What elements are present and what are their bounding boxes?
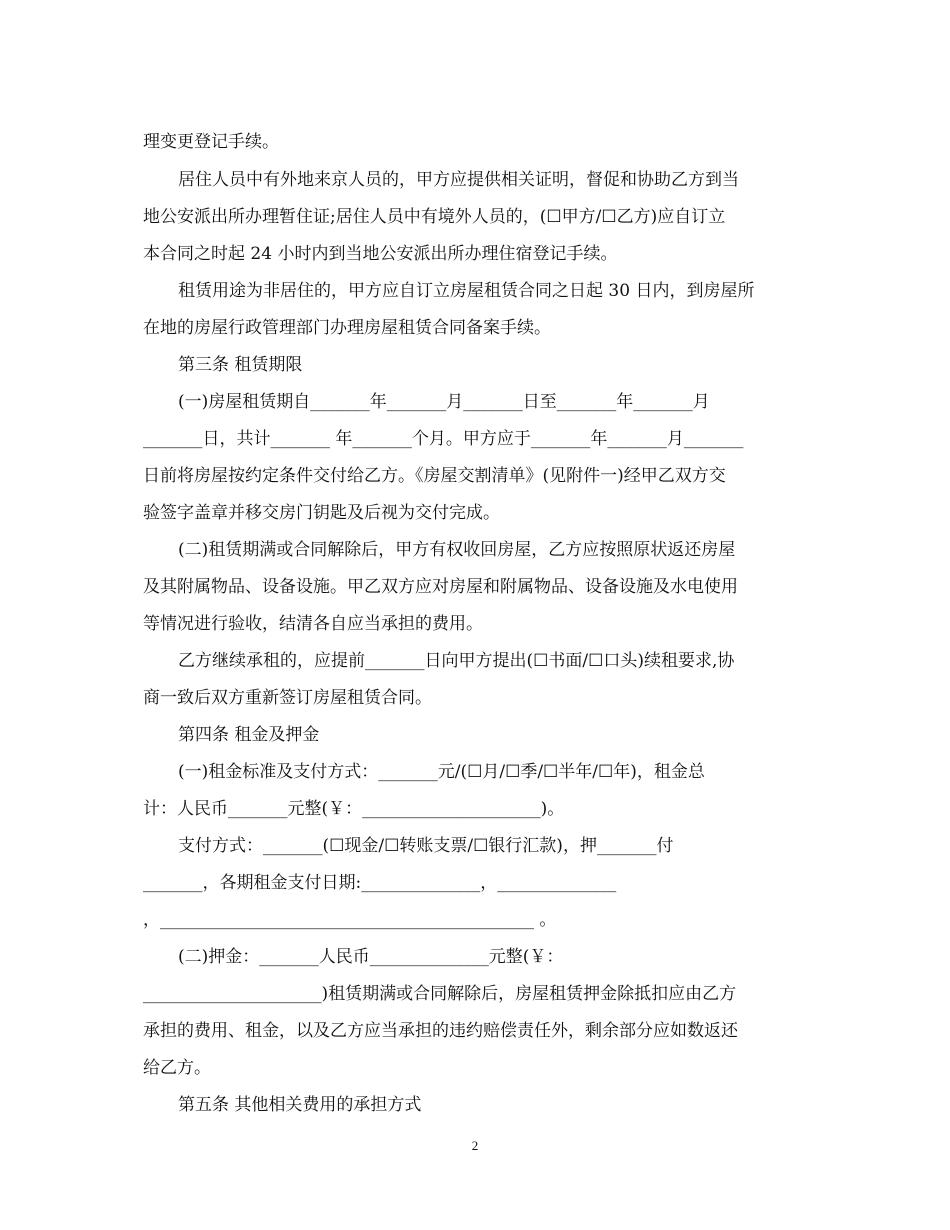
- text-line: _______日，共计_______ 年_______个月。甲方应于_______年_______月_______: [143, 429, 744, 449]
- text-line: 地公安派出所办理暂住证;居住人员中有境外人员的，(☐甲方/☐乙方)应自订立: [143, 207, 726, 227]
- section-heading: 第四条 租金及押金: [178, 725, 320, 745]
- paragraph-line: 支付方式：_______(☐现金/☐转账支票/☐银行汇款)，押_______付: [178, 836, 674, 856]
- paragraph-line: 乙方继续承租的，应提前_______日向甲方提出(☐书面/☐口头)续租要求,协: [178, 651, 735, 671]
- text-line: _______，各期租金支付日期:______________，______________: [143, 873, 617, 893]
- text-line: 日前将房屋按约定条件交付给乙方。《房屋交割清单》(见附件一)经甲乙双方交: [143, 466, 726, 486]
- text-line: 计：人民币_______元整(￥：_____________________)。: [143, 799, 565, 819]
- paragraph-line: 居住人员中有外地来京人员的，甲方应提供相关证明，督促和协助乙方到当: [178, 170, 739, 190]
- paragraph-line: (二)押金：_______人民币______________元整(￥：: [178, 947, 564, 967]
- text-line: 及其附属物品、设备设施。甲乙双方应对房屋和附属物品、设备设施及水电使用: [143, 577, 738, 597]
- section-heading: 第五条 其他相关费用的承担方式: [178, 1095, 422, 1115]
- section-heading: 第三条 租赁期限: [178, 355, 303, 375]
- page-number: 2: [471, 1138, 479, 1153]
- text-line: 承担的费用、租金，以及乙方应当承担的违约赔偿责任外，剩余部分应如数返还: [143, 1021, 738, 1041]
- text-line: 等情况进行验收，结清各自应当承担的费用。: [143, 614, 483, 634]
- paragraph-line: (一)租金标准及支付方式：_______元/(☐月/☐季/☐半年/☐年)，租金总: [178, 762, 705, 782]
- text-line: 给乙方。: [143, 1058, 211, 1078]
- text-line: 商一致后双方重新签订房屋租赁合同。: [143, 688, 432, 708]
- text-line: _____________________)租赁期满或合同解除后，房屋租赁押金除抵扣应由乙方: [143, 984, 737, 1004]
- text-line: 在地的房屋行政管理部门办理房屋租赁合同备案手续。: [143, 318, 551, 338]
- text-line: 理变更登记手续。: [143, 132, 279, 152]
- text-line: 验签字盖章并移交房门钥匙及后视为交付完成。: [143, 503, 500, 523]
- text-line: 本合同之时起 24 小时内到当地公安派出所办理住宿登记手续。: [143, 244, 618, 264]
- paragraph-line: 租赁用途为非居住的，甲方应自订立房屋租赁合同之日起 30 日内，到房屋所: [178, 281, 755, 301]
- paragraph-line: (二)租赁期满或合同解除后，甲方有权收回房屋，乙方应按照原状返还房屋: [178, 540, 736, 560]
- paragraph-line: (一)房屋租赁期自_______年_______月_______日至_______年_______月: [178, 392, 710, 412]
- text-line: ，____________________________________________ 。: [143, 910, 557, 930]
